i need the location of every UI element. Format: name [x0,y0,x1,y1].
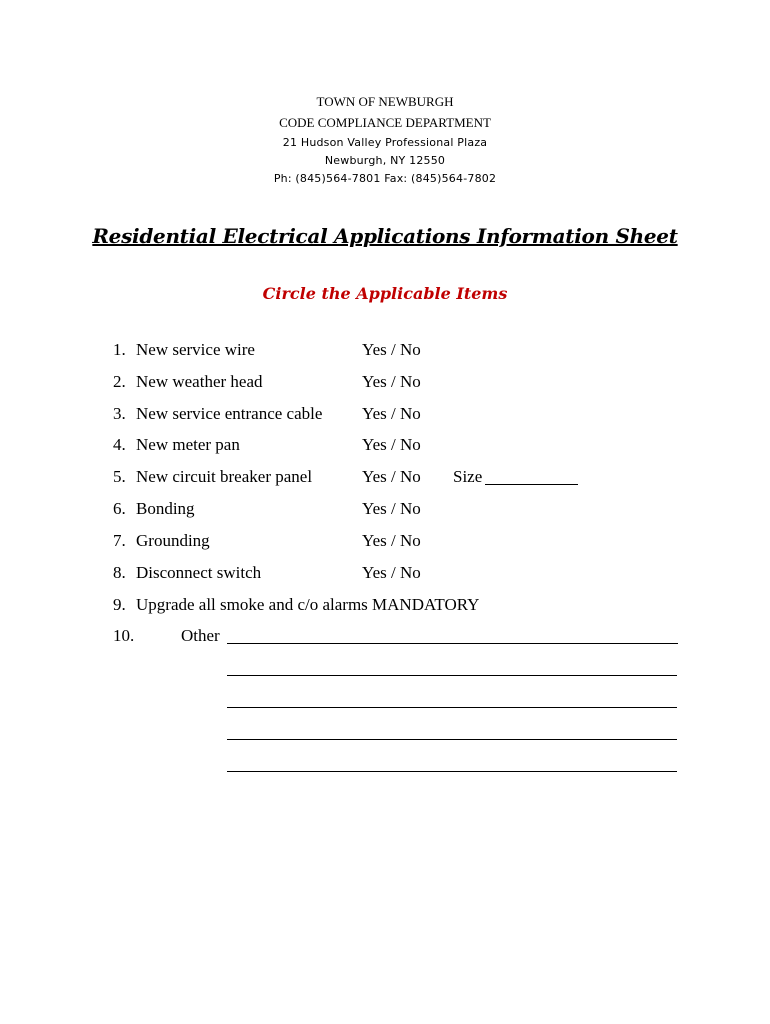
phone-fax: Ph: (845)564-7801 Fax: (845)564-7802 [273,172,497,185]
item-number: 9. [113,595,126,614]
instruction-text: Circle the Applicable Items [262,284,508,303]
other-input-line-4[interactable] [227,739,677,740]
other-input-line-2[interactable] [227,675,677,676]
address-line-2: Newburgh, NY 12550 [324,154,446,167]
item-number: 5. [113,467,126,486]
yes-no-option[interactable]: Yes / No [362,340,421,359]
address-line-1: 21 Hudson Valley Professional Plaza [282,136,488,149]
item-number: 2. [113,372,126,391]
item-label: New weather head [136,372,263,391]
item-label: New meter pan [136,435,240,454]
yes-no-option[interactable]: Yes / No [362,563,421,582]
department-name: CODE COMPLIANCE DEPARTMENT [279,115,491,130]
other-input-line-5[interactable] [227,771,677,772]
item-label: New service entrance cable [136,404,323,423]
yes-no-option[interactable]: Yes / No [362,499,421,518]
other-input-line-3[interactable] [227,707,677,708]
size-input-line[interactable] [485,484,578,485]
item-number: 8. [113,563,126,582]
item-number: 7. [113,531,126,550]
checklist-item-circuit-breaker-panel [113,467,673,489]
yes-no-option[interactable]: Yes / No [362,404,421,423]
item-label: Other [181,626,220,645]
item-number: 4. [113,435,126,454]
yes-no-option[interactable]: Yes / No [362,467,421,486]
item-number: 3. [113,404,126,423]
item-label: Upgrade all smoke and c/o alarms MANDATORY [136,595,480,614]
size-label: Size [453,467,483,486]
item-label: New service wire [136,340,255,359]
item-label: Grounding [136,531,210,550]
item-number: 6. [113,499,126,518]
document-title: Residential Electrical Applications Information Sheet [92,224,678,248]
item-number: 1. [113,340,126,359]
item-number: 10. [113,626,135,645]
yes-no-option[interactable]: Yes / No [362,531,421,550]
yes-no-option[interactable]: Yes / No [362,372,421,391]
other-input-line-1[interactable] [227,643,678,644]
yes-no-option[interactable]: Yes / No [362,435,421,454]
item-label: Disconnect switch [136,563,262,582]
town-name: TOWN OF NEWBURGH [316,94,454,109]
item-label: New circuit breaker panel [136,467,313,486]
item-label: Bonding [136,499,195,518]
